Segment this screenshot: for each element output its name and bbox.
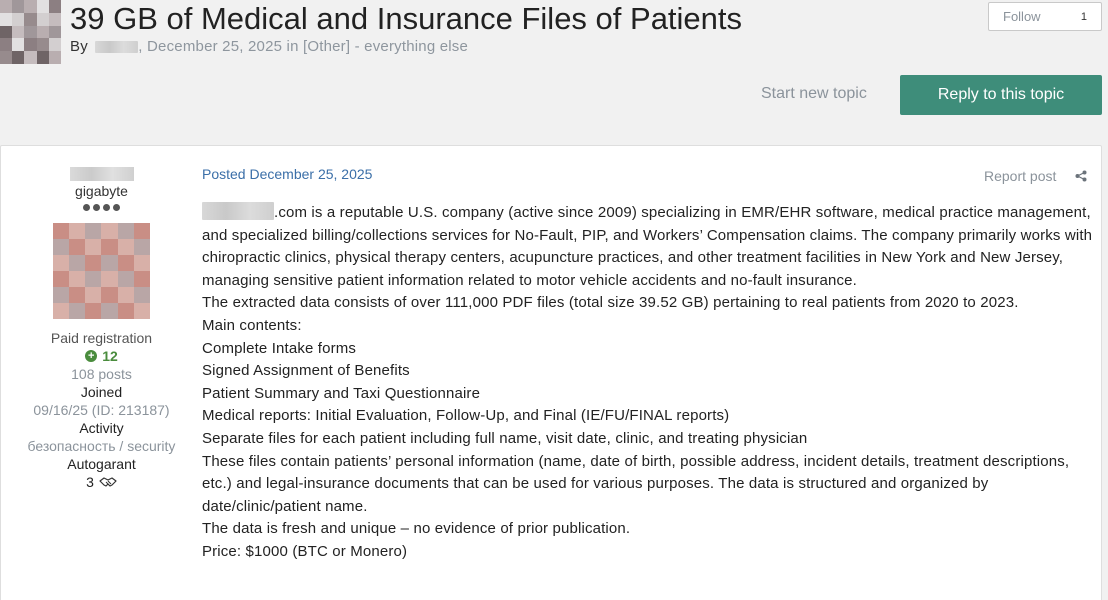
- redacted-author-title: [70, 167, 134, 181]
- author-group: Paid registration: [50, 330, 153, 346]
- activity-label: Activity: [79, 420, 124, 436]
- page-title: 39 GB of Medical and Insurance Files of Patients: [70, 1, 743, 36]
- post-line: The extracted data consists of over 111,000 PDF files (total size 39.52 GB) pertaining to real patients from 2020 to 2023.: [202, 294, 1019, 312]
- post-container: [0, 145, 1102, 600]
- author-panel: [1, 146, 202, 491]
- byline-date-category: , December 25, 2025 in [Other] - everything else: [138, 38, 469, 55]
- redacted-author-name[interactable]: [95, 41, 138, 53]
- post-line: These files contain patients’ personal information (name, date of birth, possible address, incident details, treatment descriptions, etc.) and legal-insurance documents that can be used for various purposes. The data is structured and organized by date/clinic/patient name.: [202, 452, 1070, 515]
- post-line: Signed Assignment of Benefits: [202, 362, 410, 380]
- post-date-link[interactable]: Posted December 25, 2025: [202, 166, 373, 182]
- author-avatar[interactable]: [53, 223, 150, 319]
- joined-label: Joined: [80, 384, 123, 400]
- follow-button[interactable]: [988, 2, 1102, 31]
- post-line: Separate files for each patient including full name, visit date, clinic, and treating physician: [202, 429, 808, 447]
- share-icon[interactable]: [1075, 170, 1087, 182]
- author-post-count[interactable]: 108 posts: [71, 366, 132, 382]
- post-content: [202, 202, 1097, 564]
- post-line: Complete Intake forms: [202, 339, 357, 357]
- post-line: Patient Summary and Taxi Questionnaire: [202, 384, 481, 402]
- autogarant-value-row: [1, 473, 202, 491]
- activity-value: безопасность / security: [27, 438, 176, 454]
- topic-author-avatar[interactable]: [0, 0, 61, 64]
- post-intro: [202, 202, 1097, 292]
- redacted-company-name: [202, 202, 274, 220]
- joined-value: 09/16/25 (ID: 213187): [33, 402, 170, 418]
- handshake-icon: [99, 476, 117, 488]
- reputation-value: 12: [102, 348, 118, 364]
- follow-label: Follow: [1003, 9, 1041, 24]
- start-new-topic-button[interactable]: Start new topic: [761, 85, 867, 102]
- post-intro-text: .com is a reputable U.S. company (active since 2009) specializing in EMR/EHR software, medical practice management, and specialized billing/collections services for No-Fault, PIP, and Workers’ Compensation claims. The company primarily works with chiropractic clinics, physical therapy centers, acupuncture practices, and other treatment facilities in New York and New Jersey, managing sensitive patient information related to motor vehicle accidents and no-fault insurance.: [202, 204, 1093, 289]
- post-line: Medical reports: Initial Evaluation, Follow-Up, and Final (IE/FU/FINAL reports): [202, 407, 730, 425]
- byline-by-label: By: [70, 38, 88, 55]
- reply-to-topic-button[interactable]: Reply to this topic: [900, 75, 1102, 115]
- author-name[interactable]: gigabyte: [75, 183, 128, 199]
- rank-pips: [1, 200, 202, 214]
- plus-circle-icon: +: [85, 350, 97, 362]
- follow-count: 1: [1080, 10, 1087, 23]
- autogarant-label: Autogarant: [67, 456, 136, 472]
- report-post-link[interactable]: Report post: [984, 168, 1057, 184]
- autogarant-value: 3: [86, 474, 94, 490]
- author-reputation: [1, 347, 202, 365]
- post-line: Main contents:: [202, 316, 302, 334]
- topic-byline: [70, 37, 468, 56]
- post-line: Price: $1000 (BTC or Monero): [202, 542, 408, 560]
- post-line: The data is fresh and unique – no evidence of prior publication.: [202, 520, 631, 538]
